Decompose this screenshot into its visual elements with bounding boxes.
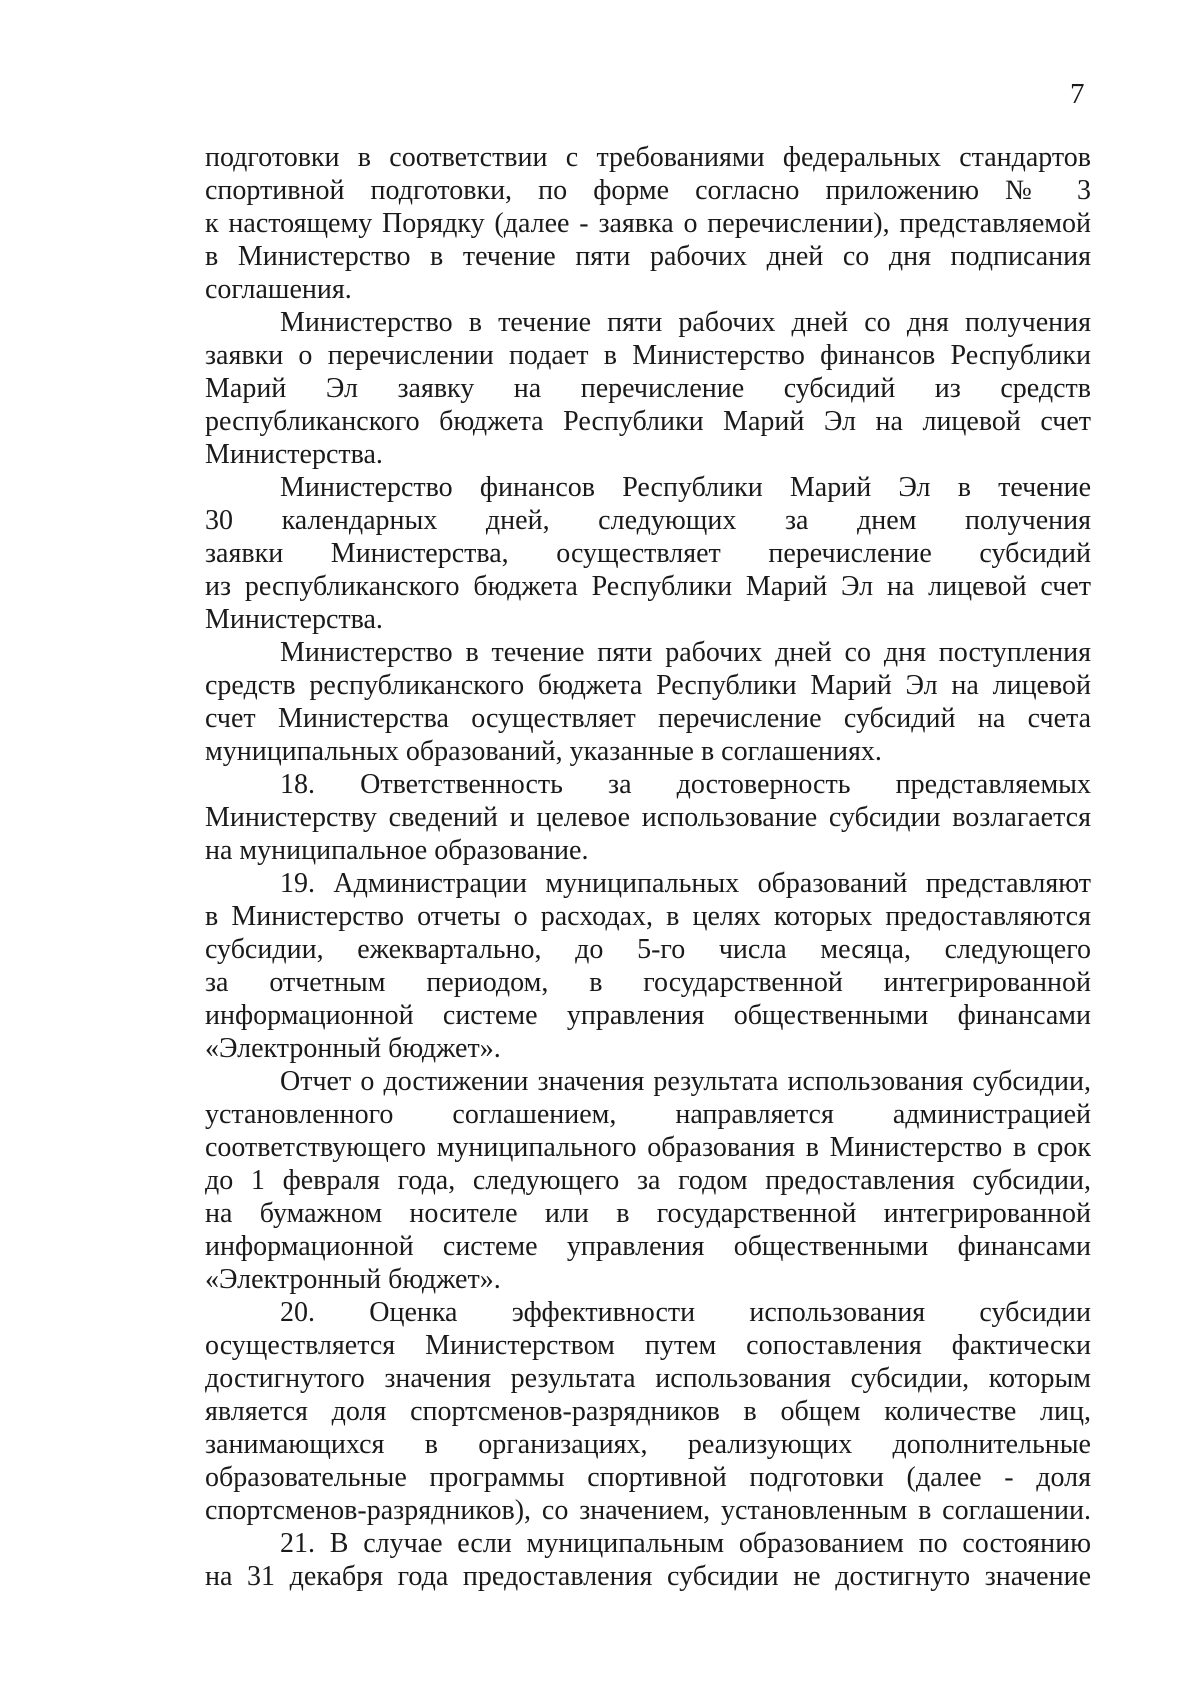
text-line: 20. Оценка эффективности использования субсидии <box>280 1297 1091 1328</box>
text-line: «Электронный бюджет». <box>205 1033 501 1064</box>
text-line: Министерства. <box>205 439 383 470</box>
page-number: 7 <box>1070 78 1085 110</box>
text-line: республиканского бюджета Республики Марий Эл на лицевой счет <box>205 406 1091 437</box>
text-line: подготовки в соответствии с требованиями федеральных стандартов <box>205 142 1091 173</box>
text-line: Министерство в течение пяти рабочих дней со дня получения <box>280 307 1091 338</box>
text-line: 30 календарных дней, следующих за днем получения <box>205 505 1091 536</box>
text-line: информационной системе управления общественными финансами <box>205 1000 1091 1031</box>
document-body <box>205 141 1091 1593</box>
text-line: 18. Ответственность за достоверность представляемых <box>280 769 1091 800</box>
text-line: муниципальных образований, указанные в соглашениях. <box>205 736 882 767</box>
text-line: средств республиканского бюджета Республики Марий Эл на лицевой <box>205 670 1091 701</box>
text-line: 21. В случае если муниципальным образованием по состоянию <box>280 1528 1091 1559</box>
text-line: за отчетным периодом, в государственной интегрированной <box>205 967 1091 998</box>
text-line: Министерство финансов Республики Марий Эл в течение <box>280 472 1091 503</box>
text-line: установленного соглашением, направляется администрацией <box>205 1099 1091 1130</box>
text-line: заявки о перечислении подает в Министерство финансов Республики <box>205 340 1091 371</box>
text-line: образовательные программы спортивной подготовки (далее - доля <box>205 1462 1091 1493</box>
text-line: к настоящему Порядку (далее - заявка о перечислении), представляемой <box>205 208 1091 239</box>
text-line: Министерство в течение пяти рабочих дней со дня поступления <box>280 637 1091 668</box>
text-line: соответствующего муниципального образования в Министерство в срок <box>205 1132 1091 1163</box>
text-line: спортивной подготовки, по форме согласно приложению № 3 <box>205 175 1091 206</box>
text-line: на муниципальное образование. <box>205 835 589 866</box>
text-line: на бумажном носителе или в государственной интегрированной <box>205 1198 1091 1229</box>
text-line: Министерства. <box>205 604 383 635</box>
text-line: из республиканского бюджета Республики Марий Эл на лицевой счет <box>205 571 1091 602</box>
text-line: Министерству сведений и целевое использование субсидии возлагается <box>205 802 1091 833</box>
text-line: спортсменов-разрядников), со значением, установленным в соглашении. <box>205 1495 1091 1526</box>
text-line: заявки Министерства, осуществляет перечисление субсидий <box>205 538 1091 569</box>
text-line: до 1 февраля года, следующего за годом предоставления субсидии, <box>205 1165 1091 1196</box>
text-line: субсидии, ежеквартально, до 5-го числа месяца, следующего <box>205 934 1091 965</box>
text-line: осуществляется Министерством путем сопоставления фактически <box>205 1330 1091 1361</box>
text-line: «Электронный бюджет». <box>205 1264 501 1295</box>
text-line: информационной системе управления общественными финансами <box>205 1231 1091 1262</box>
text-line: Отчет о достижении значения результата использования субсидии, <box>280 1066 1091 1097</box>
text-line: Марий Эл заявку на перечисление субсидий из средств <box>205 373 1091 404</box>
text-line: является доля спортсменов-разрядников в общем количестве лиц, <box>205 1396 1091 1427</box>
text-line: на 31 декабря года предоставления субсидии не достигнуто значение <box>205 1561 1091 1592</box>
text-line: 19. Администрации муниципальных образований представляют <box>280 868 1091 899</box>
text-line: счет Министерства осуществляет перечисление субсидий на счета <box>205 703 1091 734</box>
text-line: достигнутого значения результата использования субсидии, которым <box>205 1363 1091 1394</box>
text-line: в Министерство отчеты о расходах, в целях которых предоставляются <box>205 901 1091 932</box>
text-line: занимающихся в организациях, реализующих дополнительные <box>205 1429 1091 1460</box>
text-line: соглашения. <box>205 274 352 305</box>
text-line: в Министерство в течение пяти рабочих дней со дня подписания <box>205 241 1091 272</box>
